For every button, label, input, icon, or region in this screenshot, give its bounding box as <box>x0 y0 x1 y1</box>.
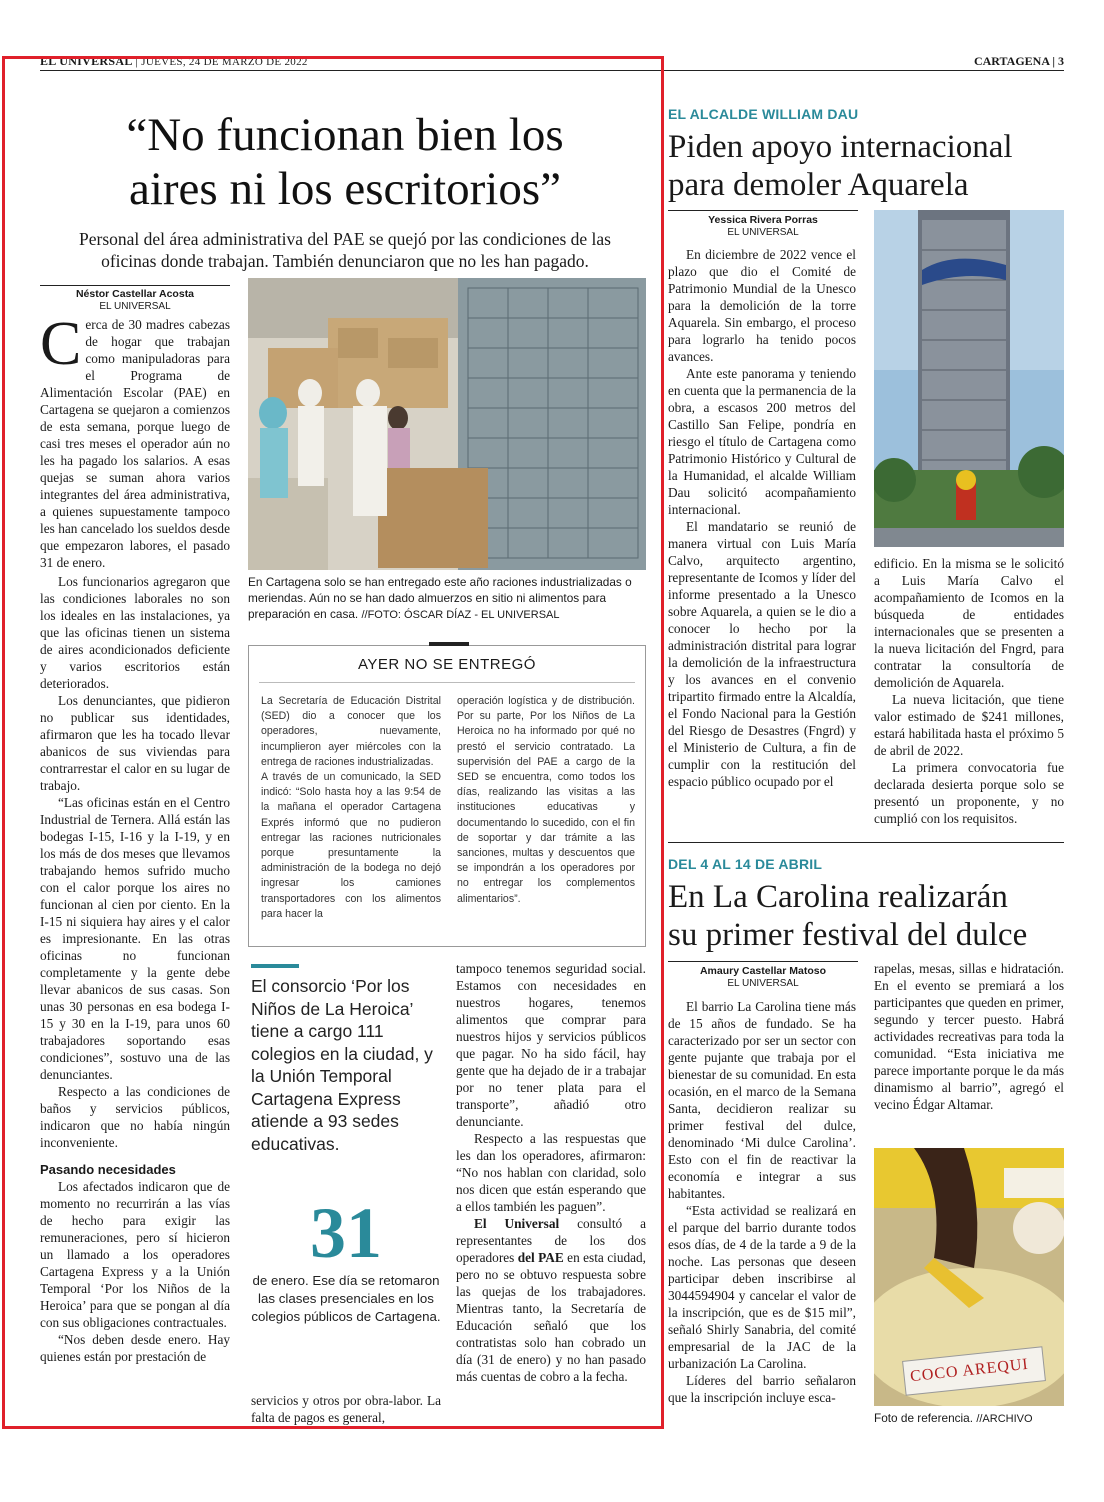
main-photo <box>248 278 646 570</box>
paragraph: Respecto a las condiciones de baños y servicios públicos, indicaron que no había ningún inconveniente. <box>40 1084 230 1150</box>
photo-credit: //ARCHIVO <box>976 1413 1033 1425</box>
lead-paragraph: Cerca de 30 madres cabezas de hogar que trabajan como manipuladoras para el Programa de Alimentación Escolar (PAE) en Cartagena se quejaron a comienzos de esta semana, porque luego de casi tres meses el operador aún no les ha pagado los salarios. A esas quejas se suman ahora varios integrantes del área administrativa, a quienes supuestamente tampoco les han cancelado los sueldos desde que empezaron labores, el pasado 31 de enero. <box>40 310 230 570</box>
paragraph: “Las oficinas están en el Centro Industrial de Ternera. Allá están las bodegas I-15, I-16 y la I-19, y en los más de dos meses que llevamos trabajando hemos sufrido mucho con el calor porque los aires no funcionan al cien por ciento. En la I-15 ni siquiera hay aires y el calor es impresionante. En las otras oficinas no funcionan completamente y la gente debe llevar abanicos de sus casas. Son unas 30 personas en esa bodega I-15 y 30 en la I-19, para unos 60 trabajadores soportando esas condiciones”, sostuvo una de las denunciantes. <box>40 795 230 1082</box>
box-rule <box>259 682 635 683</box>
story2-column-2 <box>874 555 1064 827</box>
col2-bottom-text: servicios y otros por obra-labor. La falta de pagos es general, <box>251 1393 441 1425</box>
main-photo-caption: En Cartagena solo se han entregado este año raciones industrializadas o meriendas. Aún no se han dado almuerzos en sitio ni alimentos para preparación en casa. //FOTO: ÓSCAR DÍAZ - EL UNIVERSAL <box>248 575 632 621</box>
section-name: CARTAGENA <box>973 54 1050 68</box>
page-date: JUEVES, 24 DE MARZO DE 2022 <box>141 56 308 68</box>
paragraph: Ante este panorama y teniendo en cuenta que la permanencia de la obra, a escasos 200 metros del Castillo San Felipe, pondría en riesgo el título de Cartagena como Patrimonio Histórico y Cultural de la Humanidad, el alcalde William Dau solicitó acompañamiento internacional. <box>668 366 856 517</box>
pullquote: El consorcio ‘Por los Niños de La Heroica’ tiene a cargo 111 colegios en la ciudad, y la Unión Temporal Cartagena Express atiende a 93 sedes educativas. <box>251 976 433 1154</box>
page-header-left: EL UNIVERSAL | JUEVES, 24 DE MARZO DE 2022 <box>40 54 308 68</box>
paragraph: edificio. En la misma se le solicitó a Luis María Calvo el acompañamiento de Icomos en la búsqueda de entidades internacionales que se presenten a la nueva licitación del Fngrd, para contratar la consultoría de demolición de Aquarela. <box>874 556 1064 690</box>
box-column-2: operación logística y de distribución. Por su parte, Por los Niños de La Heroica no ha informado por qué no prestó el servicio contratado. La supervisión del PAE a cargo de la SED se encuentra, como todos los días, realizando las visitas a las instituciones educativas y documentando lo sucedido, con el fin de soportar y dar trámite a las sanciones, multas y descuentos que se impondrán a los operadores por no entregar los complementos alimentarios”. <box>457 695 635 905</box>
masthead: EL UNIVERSAL <box>40 54 132 68</box>
story3-headline: En La Carolina realizarán su primer festival del dulce <box>668 879 1028 953</box>
paragraph: tampoco tenemos seguridad social. Estamos con necesidades en nuestros hogares, tenemos alimentos que comprar para nuestros hijos y servicios públicos que pagar. No ha sido fácil, hay gente que ha dejado de ir a trabajar por no tener plata para el transporte”, añadió otro denunciante. <box>456 961 646 1129</box>
box-column-1: La Secretaría de Educación Distrital (SED) dio a conocer que los operadores, nuevamente, incumplieron ayer miércoles con la entrega de raciones industrializadas. A través de un comunicado, la SED indicó: “Solo hasta hoy a las 9:54 de la mañana el operador Cartagena Exprés informó que no pudieron entregar las raciones nutricionales porque presuntamente la administración de la bodega no dejó ingresar los camiones transportadores con los alimentos para hacer la <box>261 695 441 920</box>
story3-kicker: DEL 4 AL 14 DE ABRIL <box>668 856 823 872</box>
sweets-photo <box>874 1148 1064 1406</box>
story2-byline: Yessica Rivera Porras EL UNIVERSAL <box>668 210 858 239</box>
photo-credit: //FOTO: ÓSCAR DÍAZ - EL UNIVERSAL <box>361 609 560 621</box>
main-headline: “No funcionan bien los aires ni los escritorios” <box>126 109 564 215</box>
paragraph: En diciembre de 2022 vence el plazo que dio el Comité de Patrimonio Mundial de la Unesco para la demolición de la torre Aquarela. Sin embargo, el proceso para lograrlo ha tenido pocos avances. <box>668 247 856 364</box>
story2-headline: Piden apoyo internacional para demoler Aquarela <box>668 129 1013 203</box>
main-deck: Personal del área administrativa del PAE se quejó por las condiciones de las oficinas donde trabajan. También denunciaron que no les han pagado. <box>79 229 611 271</box>
box-title: AYER NO SE ENTREGÓ <box>358 656 536 673</box>
paragraph: “Esta actividad se realizará en el parque del barrio durante todos esos días, de 4 de la tarde a 9 de la noche. Las personas que deseen participar deben inscribirse al 3044594904 y cancelar el valor de la inscripción, que es de $15 mil”, señaló Shirly Sanabria, del comité empresarial de la JAC de la urbanización La Carolina. <box>668 1203 856 1371</box>
paragraph: El barrio La Carolina tiene más de 15 años de fundado. Se ha caracterizado por ser un sector con gente pujante que trabaja por el bienestar de su comunidad. En esta ocasión, en el marco de la Semana Santa, decidieron realizar su primer festival del dulce, denominado ‘Mi dulce Carolina’. Esto con el fin de reactivar la economía e integrar a sus habitantes. <box>668 999 856 1201</box>
sidebar-box <box>248 645 646 947</box>
paragraph: El mandatario se reunió de manera virtual con Luis María Calvo, arquitecto argentino, representante de Icomos y líder del informe presentado a la Unesco sobre Aquarela, a quien se le dio a conocer lo hecho por la administración distrital para lograr la demolición de la infraestructura y los avances en el convenio tripartito firmado entre la Alcaldía, el Fondo Nacional para la Gestión del Riesgo de Desastres (Fngrd) y el Ministerio de Cultura, a fin de cumplir con la restitución del espacio público ocupado por el <box>668 519 856 789</box>
dropcap: C <box>40 310 82 378</box>
paragraph: “Nos deben desde enero. Hay quienes están por prestación de <box>40 1332 230 1364</box>
page-number: 3 <box>1058 54 1064 68</box>
aquarela-photo <box>874 210 1064 547</box>
big-number: 31 <box>310 1193 382 1273</box>
paragraph: Los funcionarios agregaron que las condiciones laborales no son los ideales en las instalaciones, ya que las oficinas tienen un sistema de aires acondicionados deficiente y varios escritorios están deteriorados. <box>40 574 230 691</box>
story3-column-1 <box>668 998 856 1406</box>
story3-byline: Amaury Castellar Matoso EL UNIVERSAL <box>668 961 858 990</box>
main-column-3 <box>456 960 646 1385</box>
story2-kicker: EL ALCALDE WILLIAM DAU <box>668 106 859 122</box>
paragraph: Los denunciantes, que pidieron no publicar sus identidades, afirmaron que les ha tocado llevar abanicos de sus viviendas para contrarrestar el calor en su lugar de trabajo. <box>40 693 230 793</box>
page-header-right: CARTAGENA | 3 <box>973 54 1064 68</box>
main-byline: Néstor Castellar Acosta EL UNIVERSAL <box>40 285 230 313</box>
paragraph: Líderes del barrio señalaron que la inscripción incluye esca- <box>668 1373 856 1405</box>
paragraph: Los afectados indicaron que de momento no recurrirán a las vías de hecho para exigir las remuneraciones, pero sí hicieron un llamado a los operadores Cartagena Express y a la Unión Temporal ‘Por los Niños de la Heroica’ para que se pongan al día con sus obligaciones contractuales. <box>40 1179 230 1330</box>
big-number-text: de enero. Ese día se retomaron las clases presenciales en los colegios públicos de Cartagena. <box>251 1273 441 1324</box>
story3-column-2 <box>874 960 1064 1113</box>
story2-column-1 <box>668 246 856 790</box>
story2-divider <box>668 842 1064 843</box>
warehouse-photo-illustration <box>248 278 646 570</box>
box-top-bar <box>429 642 469 646</box>
main-column-1 <box>40 310 230 1365</box>
paragraph: La primera convocatoria fue declarada desierta porque solo se presentó un proponente, y no cumplió con los requisitos. <box>874 760 1064 826</box>
sweets-photo-caption: Foto de referencia. //ARCHIVO <box>874 1411 1033 1425</box>
paragraph: rapelas, mesas, sillas e hidratación. En el evento se premiará a los participantes que queden en primer, segundo y tercer puesto. Habrá actividades recreativas para toda la comunidad. “Esta iniciativa me parece importante porque le da más dinamismo al barrio”, agregó el vecino Édgar Altamar. <box>874 961 1064 1112</box>
pullquote-bar <box>251 964 299 968</box>
sign-text: COCO AREQUI <box>909 1355 1030 1386</box>
paragraph: El Universal consultó a representantes de los dos operadores del PAE en esta ciudad, pero no se obtuvo respuesta sobre las quejas de los trabajadores. Mientras tanto, la Secretaría de Educación señaló que los contratistas solo han cobrado un día (31 de enero) y no han pasado más cuentas de cobro a la fecha. <box>456 1216 646 1384</box>
paragraph: La nueva licitación, que tiene valor estimado de $241 millones, estará habilitada hasta el próximo 5 de abril de 2022. <box>874 692 1064 758</box>
subhead: Pasando necesidades <box>40 1162 176 1177</box>
paragraph: Respecto a las respuestas que les dan los operadores, afirmaron: “No nos hablan con claridad, solo nos dicen que están esperando que a ellos también les paguen”. <box>456 1131 646 1214</box>
tower-photo-illustration <box>874 210 1064 547</box>
